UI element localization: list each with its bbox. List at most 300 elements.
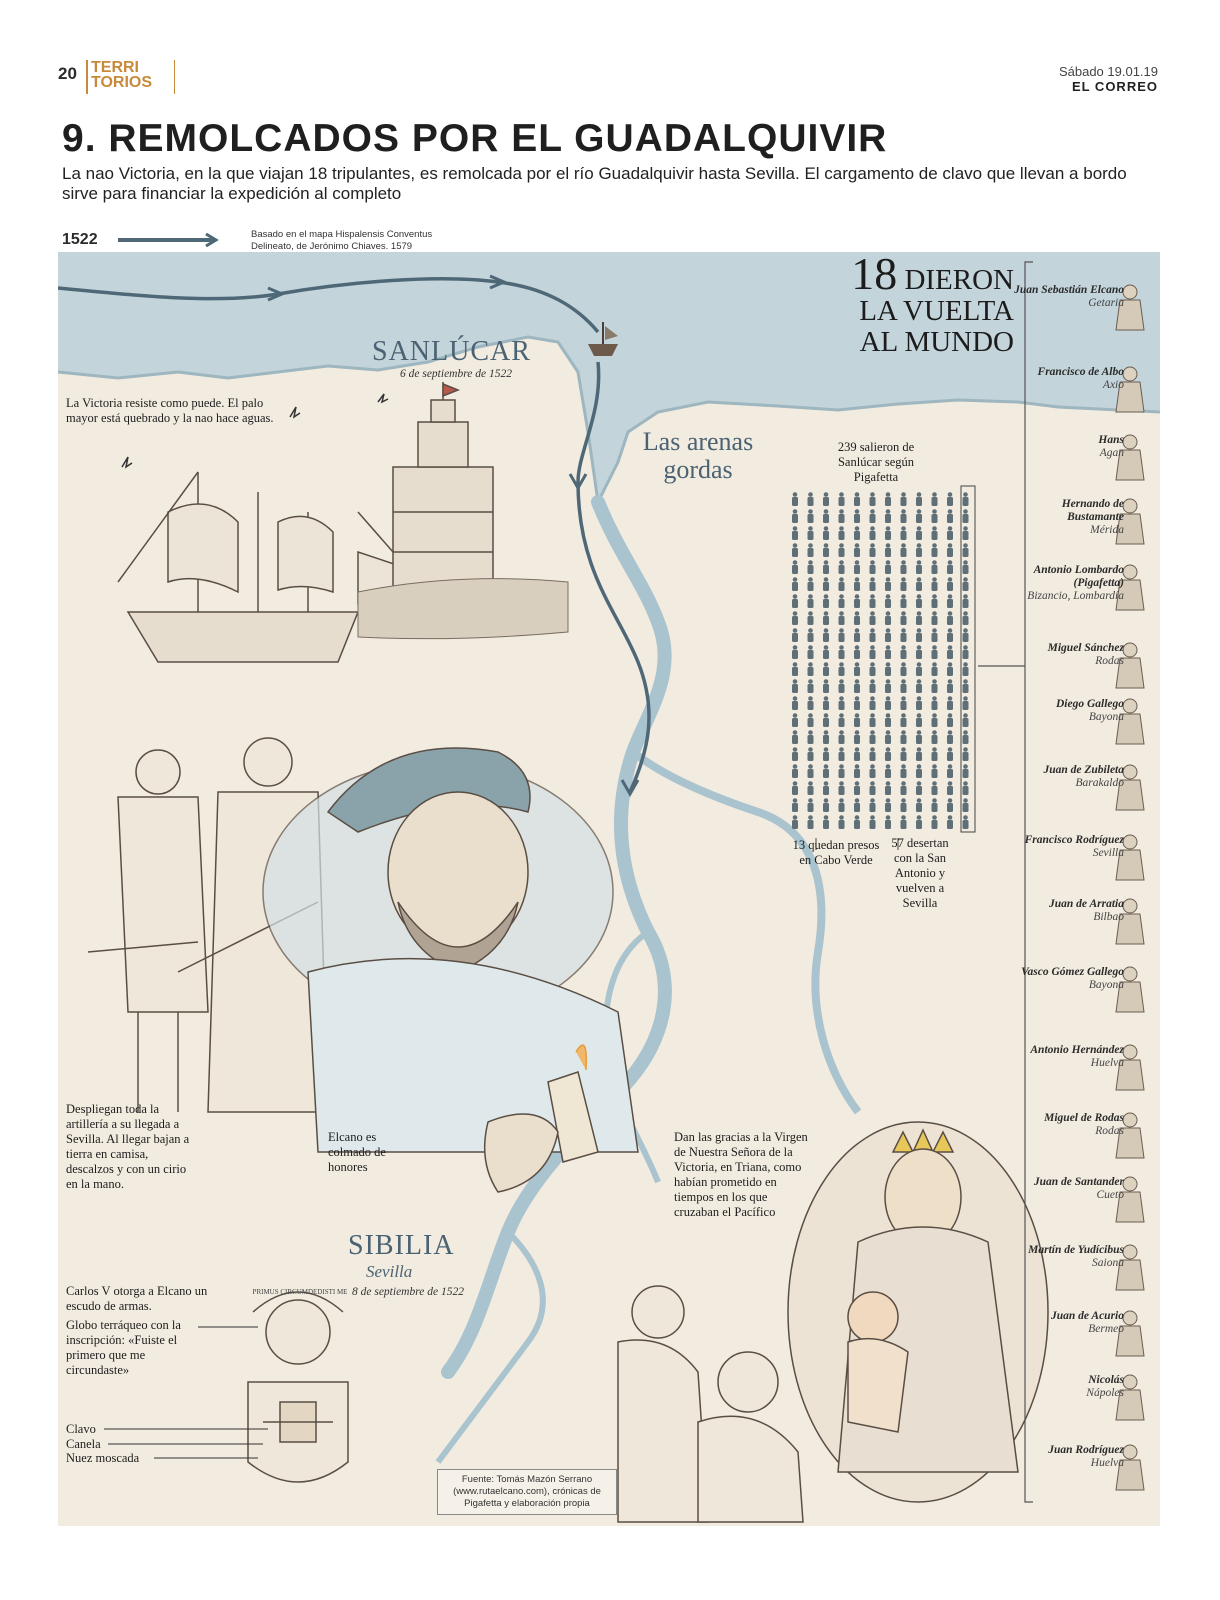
person-icon (792, 645, 798, 659)
person-icon (792, 662, 798, 676)
crew-name: Juan de Zubileta (1043, 764, 1124, 776)
crew-member (1004, 366, 1124, 392)
headline-row1 (818, 252, 1014, 299)
person-icon (839, 594, 845, 608)
crew-member (1004, 1112, 1124, 1138)
crew-place: Bayona (1088, 979, 1124, 991)
sanlucar-date: 6 de septiembre de 1522 (400, 368, 512, 380)
crew-member (1004, 1244, 1124, 1270)
person-icon (963, 628, 969, 642)
person-icon (823, 594, 829, 608)
crew-name: Juan de Arratia (1049, 898, 1124, 910)
person-icon (854, 730, 860, 744)
crew-member (1004, 966, 1124, 992)
person-icon (839, 730, 845, 744)
person-icon (870, 628, 876, 642)
headline-number: 18 (851, 252, 898, 299)
person-icon (947, 662, 953, 676)
person-icon (901, 611, 907, 625)
person-icon (823, 526, 829, 540)
person-icon (947, 764, 953, 778)
issue-date: Sábado 19.01.19 (1058, 64, 1158, 79)
person-icon (947, 696, 953, 710)
crew-name: Antonio Hernández (1030, 1044, 1124, 1056)
person-icon (932, 611, 938, 625)
person-icon (792, 594, 798, 608)
person-icon (854, 577, 860, 591)
person-icon (963, 594, 969, 608)
crew-member (1004, 1044, 1124, 1070)
person-icon (885, 645, 891, 659)
person-icon (823, 611, 829, 625)
person-icon (901, 594, 907, 608)
person-icon (808, 628, 814, 642)
crew-place: Sevilla (1092, 847, 1124, 859)
header-divider-2 (174, 60, 175, 94)
person-icon (839, 526, 845, 540)
city-sanlucar: SANLÚCAR (372, 336, 531, 367)
person-icon (808, 713, 814, 727)
person-icon (932, 628, 938, 642)
person-icon (854, 747, 860, 761)
person-icon (870, 645, 876, 659)
crew-place: Rodas (1095, 655, 1124, 667)
person-icon (963, 764, 969, 778)
person-icon (963, 509, 969, 523)
person-icon (916, 577, 922, 591)
person-icon (932, 492, 938, 506)
person-icon (792, 526, 798, 540)
headline-line3: AL MUNDO (859, 326, 1014, 358)
person-icon (870, 526, 876, 540)
person-icon (947, 645, 953, 659)
person-icon (870, 747, 876, 761)
person-icon (823, 628, 829, 642)
person-icon (947, 594, 953, 608)
person-icon (932, 764, 938, 778)
crew-member (1004, 1444, 1124, 1470)
crew-member (1004, 434, 1124, 460)
bird-icon (290, 407, 300, 417)
person-icon (901, 815, 907, 829)
person-icon (932, 560, 938, 574)
headline-line2: LA VUELTA (859, 295, 1014, 327)
person-icon (808, 543, 814, 557)
crew-name: Juan Sebastián Elcano (1014, 284, 1124, 296)
note-carlos: Carlos V otorga a Elcano un escudo de armas. (66, 1284, 208, 1313)
person-icon (870, 543, 876, 557)
crew-member (1004, 898, 1124, 924)
person-icon (854, 628, 860, 642)
person-icon (963, 662, 969, 676)
person-icon (792, 747, 798, 761)
person-icon (963, 730, 969, 744)
person-icon (792, 764, 798, 778)
person-icon (823, 713, 829, 727)
crew-name: Francisco de Albo (1037, 366, 1124, 378)
note-elcano: Elcano es colmado de honores (328, 1130, 386, 1174)
person-icon (932, 526, 938, 540)
person-icon (932, 645, 938, 659)
person-icon (901, 560, 907, 574)
torre-del-oro-sketch (393, 382, 493, 587)
person-icon (854, 764, 860, 778)
person-icon (792, 696, 798, 710)
person-icon (901, 645, 907, 659)
crew-member (1004, 834, 1124, 860)
person-icon (870, 611, 876, 625)
person-icon (854, 815, 860, 829)
person-icon (916, 526, 922, 540)
person-icon (854, 662, 860, 676)
person-icon (808, 747, 814, 761)
crew-place: Nápoles (1086, 1387, 1124, 1399)
person-icon (823, 645, 829, 659)
arenas-line2: gordas (663, 455, 733, 484)
article-subtitle: La nao Victoria, en la que viajan 18 tripulantes, es remolcada por el río Guadalquivir hasta Sevilla. El cargamento de clavo que llevan a bordo sirve para financiar la expedición al completo (62, 164, 1127, 203)
person-icon (808, 492, 814, 506)
person-icon (792, 560, 798, 574)
note-globo: Globo terráqueo con la inscripción: «Fuiste el primero que me circundaste» (66, 1318, 181, 1377)
person-icon (901, 662, 907, 676)
person-icon (885, 662, 891, 676)
person-icon (916, 798, 922, 812)
person-icon (963, 492, 969, 506)
person-icon (947, 747, 953, 761)
person-icon (901, 679, 907, 693)
person-icon (932, 594, 938, 608)
person-icon (808, 815, 814, 829)
person-icon (839, 747, 845, 761)
crew-member (1004, 764, 1124, 790)
bird-icon (122, 457, 132, 467)
person-icon (808, 509, 814, 523)
person-icon (901, 730, 907, 744)
crew-member (1004, 642, 1124, 668)
person-icon (916, 815, 922, 829)
person-icon (823, 730, 829, 744)
person-icon (916, 543, 922, 557)
person-icon (839, 543, 845, 557)
coat-of-arms-sketch (248, 1292, 348, 1482)
person-icon (885, 577, 891, 591)
person-icon (839, 645, 845, 659)
person-icon (792, 543, 798, 557)
person-icon (885, 679, 891, 693)
person-icon (932, 509, 938, 523)
deserted-note: 57 desertan con la San Antonio y vuelven a Sevilla (891, 836, 949, 910)
section-label-line2: TORIOS (91, 74, 153, 91)
person-icon (870, 798, 876, 812)
person-icon (839, 798, 845, 812)
person-icon (808, 611, 814, 625)
person-icon (870, 696, 876, 710)
person-icon (932, 798, 938, 812)
person-icon (916, 611, 922, 625)
map-artwork (58, 252, 1160, 1526)
crew-member (1004, 564, 1124, 603)
person-icon (808, 781, 814, 795)
person-icon (792, 798, 798, 812)
person-icon (963, 696, 969, 710)
person-icon (885, 730, 891, 744)
person-icon (963, 798, 969, 812)
crew-place: Huelva (1090, 1057, 1124, 1069)
crew-member (1004, 498, 1124, 537)
globe-inscription: PRIMUS CIRCUMDEDISTI ME (252, 1288, 348, 1296)
person-icon (870, 764, 876, 778)
person-icon (901, 798, 907, 812)
crew-name: Miguel Sánchez (1047, 642, 1124, 654)
person-icon (932, 730, 938, 744)
crowd-sketch (358, 579, 568, 639)
person-icon (947, 560, 953, 574)
person-icon (901, 781, 907, 795)
sailed-count-note: 239 salieron de Sanlúcar según Pigafetta (837, 440, 915, 484)
person-icon (932, 815, 938, 829)
crew-name: Hernando de Bustamante (1061, 498, 1124, 523)
person-icon (839, 662, 845, 676)
person-icon (885, 611, 891, 625)
section-label-line1: TERRI (91, 59, 139, 76)
person-icon (947, 815, 953, 829)
person-icon (885, 764, 891, 778)
person-icon (885, 509, 891, 523)
section-label (91, 60, 152, 90)
person-icon (808, 645, 814, 659)
person-icon (808, 662, 814, 676)
person-icon (901, 696, 907, 710)
person-icon (823, 543, 829, 557)
person-icon (808, 526, 814, 540)
person-icon (932, 781, 938, 795)
crew-place: Axio (1102, 379, 1124, 391)
crew-place: Bermeo (1088, 1323, 1124, 1335)
person-icon (947, 798, 953, 812)
person-icon (870, 781, 876, 795)
label-nuez-moscada: Nuez moscada (66, 1451, 140, 1465)
person-icon (823, 560, 829, 574)
person-icon (870, 713, 876, 727)
crew-name: Antonio Lombardo (Pigafetta) (1033, 564, 1124, 589)
person-icon (823, 815, 829, 829)
crew-place: Agan (1099, 447, 1124, 459)
person-icon (885, 526, 891, 540)
person-icon (839, 815, 845, 829)
person-icon (916, 645, 922, 659)
person-icon (916, 747, 922, 761)
person-icon (947, 526, 953, 540)
person-icon (885, 628, 891, 642)
crew-place: Getaria (1088, 297, 1124, 309)
person-icon (854, 645, 860, 659)
person-icon (901, 764, 907, 778)
person-icon (916, 662, 922, 676)
person-icon (792, 492, 798, 506)
crew-name: Juan Rodríguez (1048, 1444, 1124, 1456)
person-icon (963, 526, 969, 540)
crew-member (1004, 284, 1124, 310)
crew-place: Bizancio, Lombardía (1027, 590, 1124, 602)
person-icon (870, 560, 876, 574)
crew-member (1004, 1374, 1124, 1400)
person-icon (823, 781, 829, 795)
year-arrow-icon (118, 233, 224, 247)
crew-place: Bilbao (1093, 911, 1124, 923)
page-number: 20 (58, 64, 77, 83)
person-icon (823, 798, 829, 812)
person-icon (885, 543, 891, 557)
person-icon (854, 679, 860, 693)
crew-member (1004, 1310, 1124, 1336)
person-icon (823, 764, 829, 778)
person-icon (916, 560, 922, 574)
person-icon (854, 594, 860, 608)
crew-name: Juan de Acurio (1050, 1310, 1124, 1322)
cabo-verde-note: 13 quedan presos en Cabo Verde (792, 838, 880, 867)
crew-member (1004, 1176, 1124, 1202)
person-icon (916, 713, 922, 727)
person-icon (870, 577, 876, 591)
person-icon (885, 594, 891, 608)
person-icon (916, 628, 922, 642)
bird-icon (378, 394, 388, 402)
person-icon (839, 781, 845, 795)
person-icon (932, 577, 938, 591)
person-icon (901, 747, 907, 761)
crew-place: Cueto (1096, 1189, 1124, 1201)
crew-place: Barakaldo (1075, 777, 1124, 789)
person-icon (947, 628, 953, 642)
person-icon (792, 730, 798, 744)
person-icon (808, 696, 814, 710)
crew-name: Vasco Gómez Gallego (1021, 966, 1124, 978)
person-icon (901, 713, 907, 727)
person-icon (901, 543, 907, 557)
person-icon (963, 645, 969, 659)
note-victoria: La Victoria resiste como puede. El palo mayor está quebrado y la nao hace aguas. (66, 396, 274, 425)
person-icon (947, 713, 953, 727)
person-icon (792, 509, 798, 523)
person-icon (792, 815, 798, 829)
person-icon (854, 781, 860, 795)
person-icon (823, 509, 829, 523)
person-icon (823, 696, 829, 710)
person-icon (870, 679, 876, 693)
person-icon (885, 560, 891, 574)
person-icon (870, 730, 876, 744)
header-divider (86, 60, 88, 94)
crew-place: Huelva (1090, 1457, 1124, 1469)
person-icon (947, 730, 953, 744)
person-icon (854, 611, 860, 625)
person-icon (901, 509, 907, 523)
person-icon (885, 713, 891, 727)
person-icon (839, 628, 845, 642)
people-grid (792, 492, 969, 829)
city-sevilla: Sevilla (366, 1262, 413, 1281)
person-icon (854, 560, 860, 574)
city-sibilia: SIBILIA (348, 1230, 455, 1261)
arenas-line1: Las arenas (642, 427, 754, 456)
person-icon (854, 492, 860, 506)
illustrated-map (58, 252, 1160, 1526)
person-icon (808, 577, 814, 591)
person-icon (885, 492, 891, 506)
person-icon (963, 560, 969, 574)
person-icon (823, 492, 829, 506)
person-icon (947, 781, 953, 795)
source-box: Fuente: Tomás Mazón Serrano (www.rutaelcano.com), crónicas de Pigafetta y elaboración propia (437, 1469, 617, 1515)
person-icon (916, 594, 922, 608)
person-icon (885, 747, 891, 761)
person-icon (901, 492, 907, 506)
person-icon (839, 577, 845, 591)
person-icon (963, 679, 969, 693)
person-icon (901, 577, 907, 591)
person-icon (901, 526, 907, 540)
person-icon (792, 781, 798, 795)
person-icon (963, 577, 969, 591)
crew-member (1004, 698, 1124, 724)
crew-name: Miguel de Rodas (1044, 1112, 1124, 1124)
person-icon (885, 781, 891, 795)
crew-name: Hans (1098, 434, 1124, 446)
person-icon (792, 713, 798, 727)
person-icon (947, 492, 953, 506)
person-icon (963, 815, 969, 829)
crew-place: Bayona (1088, 711, 1124, 723)
newspaper-name: EL CORREO (1071, 79, 1158, 94)
person-icon (932, 543, 938, 557)
person-icon (823, 577, 829, 591)
person-icon (916, 764, 922, 778)
person-icon (823, 679, 829, 693)
person-icon (870, 594, 876, 608)
person-icon (839, 696, 845, 710)
note-artilleria: Despliegan toda la artillería a su llegada a Sevilla. Al llegar bajan a tierra en camisa, descalzos y con un cirio en la mano. (66, 1102, 190, 1191)
person-icon (839, 560, 845, 574)
person-icon (885, 815, 891, 829)
crew-name: Diego Gallego (1055, 698, 1124, 710)
person-icon (963, 713, 969, 727)
person-icon (916, 679, 922, 693)
person-icon (839, 713, 845, 727)
crew-place: Rodas (1095, 1125, 1124, 1137)
person-icon (808, 730, 814, 744)
person-icon (963, 611, 969, 625)
note-virgen: Dan las gracias a la Virgen de Nuestra Señora de la Victoria, en Triana, como habían prometido en tiempos en los que cruzaban el Pacífico (674, 1130, 808, 1219)
crew-name: Martín de Yudícibus (1028, 1244, 1124, 1256)
article-title: 9. REMOLCADOS POR EL GUADALQUIVIR (62, 117, 888, 160)
person-icon (947, 611, 953, 625)
person-icon (854, 509, 860, 523)
crew-name: Francisco Rodríguez (1024, 834, 1124, 846)
person-icon (947, 577, 953, 591)
person-icon (916, 696, 922, 710)
person-icon (854, 713, 860, 727)
person-icon (808, 764, 814, 778)
person-icon (932, 747, 938, 761)
person-icon (932, 696, 938, 710)
crew-place: Saiona (1092, 1257, 1124, 1269)
person-icon (916, 509, 922, 523)
person-icon (839, 679, 845, 693)
person-icon (854, 543, 860, 557)
year-label: 1522 (62, 231, 98, 248)
crew-name: Nicolás (1088, 1374, 1124, 1386)
person-icon (870, 509, 876, 523)
